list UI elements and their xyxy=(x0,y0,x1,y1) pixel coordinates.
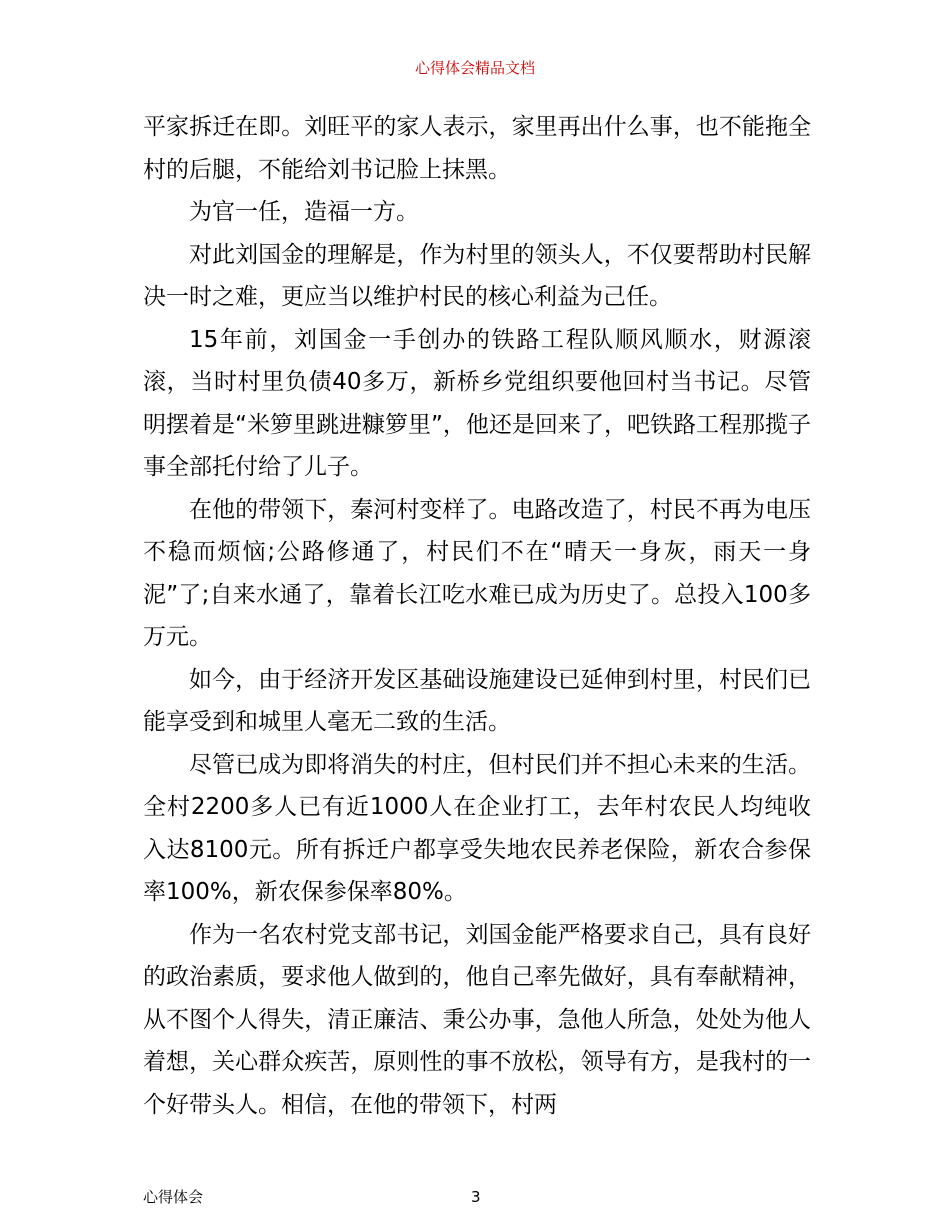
paragraph-8: 作为一名农村党支部书记，刘国金能严格要求自己，具有良好的政治素质，要求他人做到的，他自己率先做好，具有奉献精神，从不图个人得失，清正廉洁、秉公办事，急他人所急，处处为他人着想，关心群众疾苦，原则性的事不放松，领导有方，是我村的一个好带头人。相信，在他的带领下，村两 xyxy=(143,921,811,1118)
footer-label: 心得体会 xyxy=(143,1188,204,1206)
paragraph-4: 15年前，刘国金一手创办的铁路工程队顺风顺水，财源滚滚，当时村里负债40多万，新桥乡党组织要他回村当书记。尽管明摆着是“米箩里跳进糠箩里”，他还是回来了，吧铁路工程那揽子事全部托付给了儿子。 xyxy=(143,326,811,480)
paragraph-6: 如今，由于经济开发区基础设施建设已延伸到村里，村民们已能享受到和城里人毫无二致的生活。 xyxy=(143,666,811,735)
paragraph-1: 平家拆迁在即。刘旺平的家人表示，家里再出什么事，也不能拖全村的后腿，不能给刘书记脸上抹黑。 xyxy=(143,114,811,183)
paragraph-2: 为官一任，造福一方。 xyxy=(189,199,419,225)
paragraph-7: 尽管已成为即将消失的村庄，但村民们并不担心未来的生活。全村2200多人已有近1000人在企业打工，去年村农民人均纯收入达8100元。所有拆迁户都享受失地农民养老保险，新农合参保率100%，新农保参保率80%。 xyxy=(143,751,811,905)
paragraph-3: 对此刘国金的理解是，作为村里的领头人，不仅要帮助村民解决一时之难，更应当以维护村民的核心利益为己任。 xyxy=(143,241,811,310)
paragraph-5: 在他的带领下，秦河村变样了。电路改造了，村民不再为电压不稳而烦恼;公路修通了，村民们不在“晴天一身灰，雨天一身泥”了;自来水通了，靠着长江吃水难已成为历史了。总投入100多万元。 xyxy=(143,496,811,650)
page-number: 3 xyxy=(471,1188,481,1206)
page-footer xyxy=(143,1186,811,1208)
page-header-title: 心得体会精品文档 xyxy=(414,59,535,77)
document-body xyxy=(143,106,811,1126)
